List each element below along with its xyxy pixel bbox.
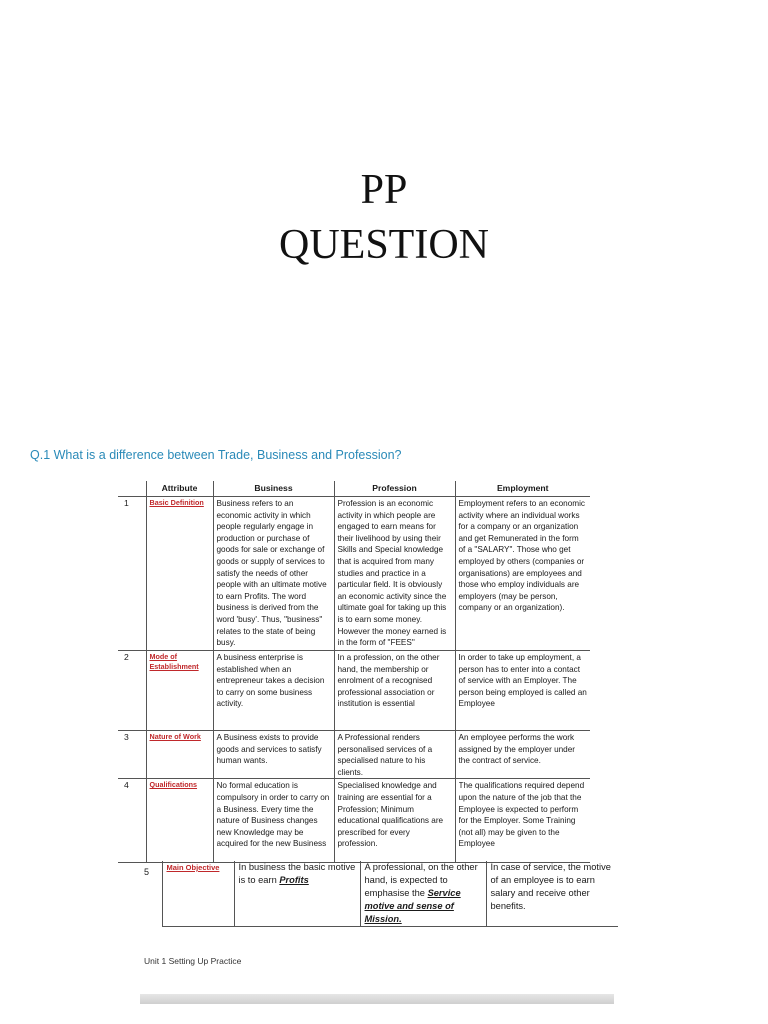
table-header-row	[118, 481, 590, 497]
cell-profession: Profession is an economic activity in which people are engaged to earn means for their livelihood by using their Skills and Special knowledge that is acquired from many studies and practice in a particular field. It is obviously an economic activity since the ultimate goal for taking up this is to earn some money. However the money earned is in the form of "FEES"	[334, 497, 455, 651]
question-heading: Q.1 What is a difference between Trade, Business and Profession?	[30, 448, 402, 462]
row-attribute: Basic Definition	[146, 497, 213, 651]
cell-profession-text: Specialised knowledge and training are essential for a Profession; Minimum educational qualifications are prescribed for every profession.	[337, 781, 444, 849]
cell-employment: An employee performs the work assigned by the employer under the contract of service.	[455, 731, 590, 779]
cell-employment	[455, 779, 590, 863]
cell-business	[213, 779, 334, 863]
cell-employment: Employment refers to an economic activity where an individual works for a company or an organization and get Remunerated in the form of a "SALARY". Those who get employed by others (companies or organisations) are employees and those who employ individuals are employers (may be person, company or an organization).	[455, 497, 590, 651]
cell-employment: In order to take up employment, a person has to enter into a contact of service with an Employer. The person being employed is called an Employee	[455, 651, 590, 731]
page-footer: Unit 1 Setting Up Practice	[144, 956, 242, 966]
cell-business: A business enterprise is established when an entrepreneur takes a decision to carry on some business activity.	[213, 651, 334, 731]
row-attribute: Mode of Establishment	[146, 651, 213, 731]
header-num	[118, 481, 146, 497]
cell-profession	[334, 779, 455, 863]
cell-business	[234, 861, 360, 927]
row-number: 4	[118, 779, 146, 863]
cell-profession: In a profession, on the other hand, the membership or enrolment of a recognised professional association or institution is essential	[334, 651, 455, 731]
page-divider	[140, 994, 614, 1004]
table-row	[140, 861, 618, 927]
header-profession: Profession	[334, 481, 455, 497]
table-row	[118, 779, 590, 863]
cell-employment-text: The qualifications required depend upon the nature of the job that the Employee is expected to perform for the Employer. Some Training (not all) may be given to the Employee	[458, 781, 585, 849]
row-5-table	[140, 861, 618, 927]
table-row	[118, 651, 590, 731]
cell-business: A Business exists to provide goods and services to satisfy human wants.	[213, 731, 334, 779]
title-line-1: PP	[360, 167, 408, 213]
header-employment: Employment	[455, 481, 590, 497]
row-number: 2	[118, 651, 146, 731]
table-row	[118, 497, 590, 651]
table-row	[118, 731, 590, 779]
cell-employment: In case of service, the motive of an employee is to earn salary and receive other benefits.	[486, 861, 618, 927]
cell-business: Business refers to an economic activity in which people regularly engage in production or purchase of goods for sale or exchange of goods or supply of services to satisfy the needs of other people with an ultimate motive to earn Profits. The word business is derived from the word 'busy'. Thus, "business" relates to the state of being busy.	[213, 497, 334, 651]
row-attribute: Main Objective	[162, 861, 234, 927]
title-line-2: QUESTION	[279, 222, 489, 268]
row-attribute: Qualifications	[146, 779, 213, 863]
cell-profession: A Professional renders personalised services of a specialised nature to his clients.	[334, 731, 455, 779]
row-attribute: Nature of Work	[146, 731, 213, 779]
header-attribute: Attribute	[146, 481, 213, 497]
profession-text: A professional, on the other hand, is expected to emphasise the	[364, 862, 478, 898]
cell-profession	[360, 861, 486, 927]
business-text: In business the basic motive is to earn	[238, 862, 356, 885]
comparison-table	[118, 481, 590, 863]
row-number: 5	[144, 867, 150, 877]
row-number: 3	[118, 731, 146, 779]
cell-business-text: No formal education is compulsory in order to carry on a Business. Every time the nature of Business changes new Knowledge may be acquired for the new Business	[216, 781, 330, 849]
row-number: 1	[118, 497, 146, 651]
header-business: Business	[213, 481, 334, 497]
business-emphasis: Profits	[279, 875, 309, 885]
profession-emphasis: Service motive and sense of Mission.	[364, 888, 461, 924]
